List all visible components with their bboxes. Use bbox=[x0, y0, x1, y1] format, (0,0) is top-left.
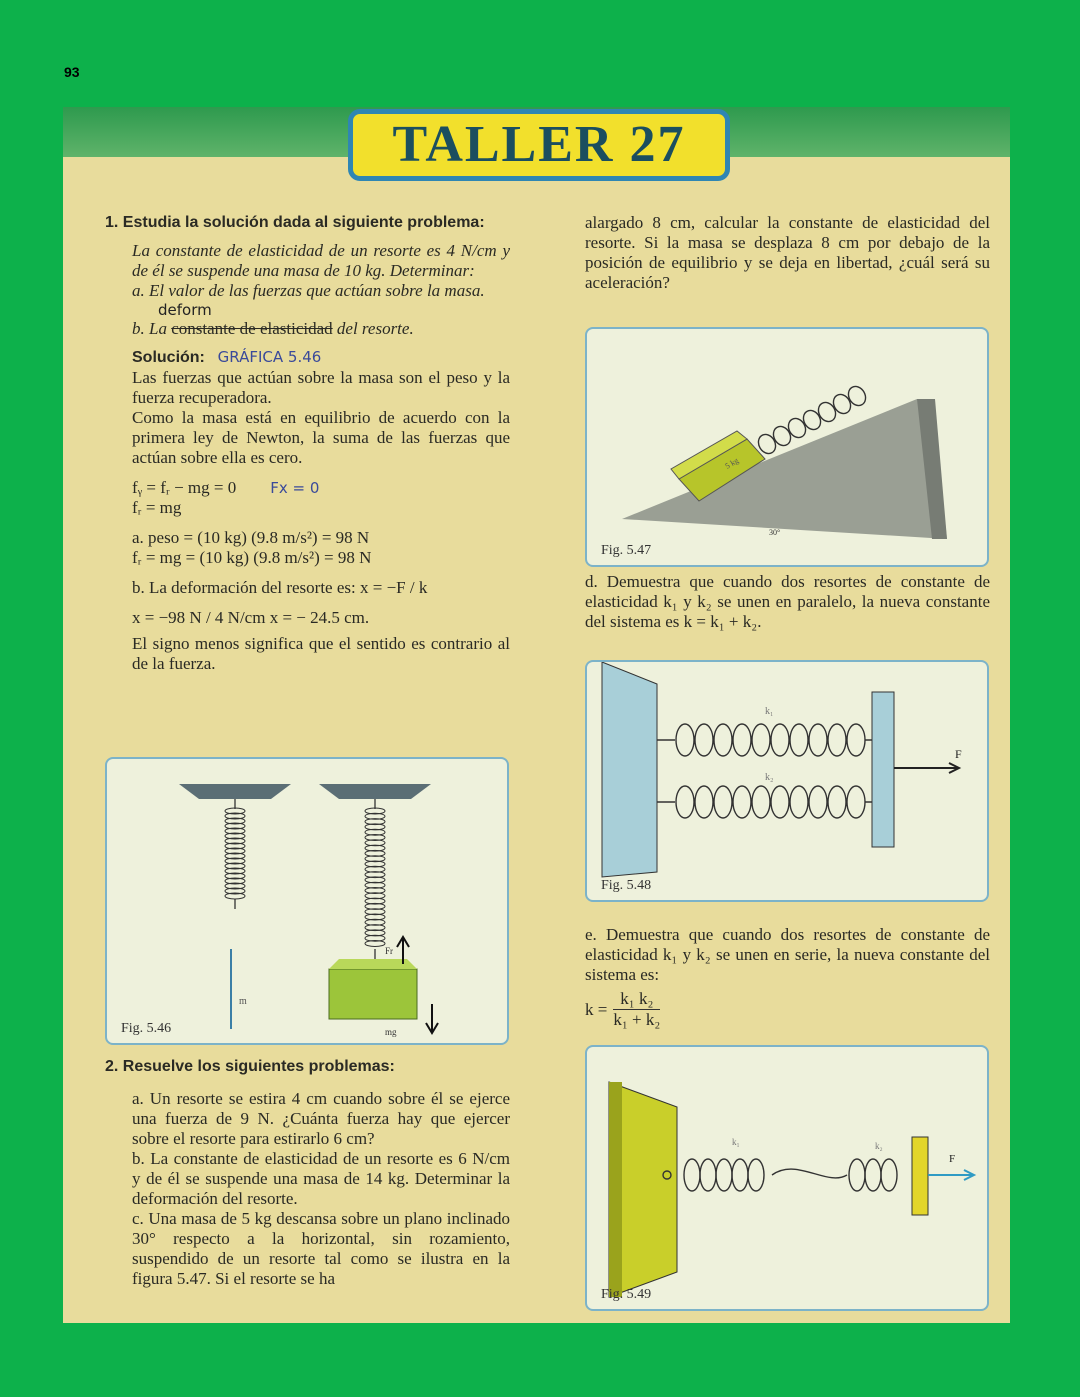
spring-coil bbox=[828, 786, 846, 818]
spring-coil bbox=[676, 724, 694, 756]
figure-5-47 bbox=[585, 327, 989, 567]
spring-coil bbox=[790, 724, 808, 756]
figure-5-48 bbox=[585, 660, 989, 902]
incline-spring-illustration bbox=[587, 329, 987, 565]
hanging-springs-illustration bbox=[107, 759, 507, 1043]
spring-coil bbox=[847, 724, 865, 756]
k2-label: k₂ bbox=[875, 1141, 883, 1151]
spring-coil bbox=[815, 399, 839, 424]
problem-text: La constante de elasticidad de un resorte es 4 N/cm y de él se suspende una masa de 10 kg. Determinar: bbox=[132, 241, 510, 280]
angle-label: 30° bbox=[769, 528, 781, 537]
item-a: a. El valor de las fuerzas que actúan sobre la masa. bbox=[132, 281, 485, 300]
spring-coil bbox=[695, 786, 713, 818]
spring-coil bbox=[770, 423, 794, 448]
section1-heading: 1. Estudia la solución dada al siguiente problema: bbox=[105, 214, 485, 231]
problem-c-continued: alargado 8 cm, calcular la constante de elasticidad del resorte. Si la masa se desplaza 8 cm por debajo de la posición de equilibrio y se deja en libertad, ¿cuál será su aceleración? bbox=[585, 213, 990, 292]
figure-caption: Fig. 5.48 bbox=[601, 878, 652, 893]
figure-caption: Fig. 5.46 bbox=[121, 1021, 172, 1036]
force-label: F bbox=[955, 747, 962, 761]
spring-coil bbox=[771, 786, 789, 818]
section2-left bbox=[105, 1057, 510, 1289]
force-label: Fr bbox=[385, 946, 394, 956]
spring-coil bbox=[700, 1159, 716, 1191]
solution-para: El signo menos significa que el sentido es contrario al de la fuerza. bbox=[132, 634, 510, 673]
solution-para: Las fuerzas que actúan sobre la masa son el peso y la fuerza recuperadora. bbox=[132, 368, 510, 407]
series-springs-illustration bbox=[587, 1047, 987, 1309]
figure-caption: Fig. 5.49 bbox=[601, 1287, 652, 1302]
equation: x = −98 N / 4 N/cm x = − 24.5 cm. bbox=[132, 608, 370, 627]
equation: fᵣ = mg = (10 kg) (9.8 m/s²) = 98 N bbox=[132, 548, 372, 567]
spring-coil bbox=[733, 786, 751, 818]
problem-c: c. Una masa de 5 kg descansa sobre un plano inclinado 30° respecto a la horizontal, sin rozamiento, suspendido de un resorte tal como se ilustra en la figura 5.47. Si el resorte se ha bbox=[132, 1209, 510, 1288]
spring-coil bbox=[771, 724, 789, 756]
spring-coil bbox=[849, 1159, 865, 1191]
spring-coil bbox=[790, 786, 808, 818]
equation: fᵣ = mg bbox=[132, 498, 182, 517]
figure-5-46 bbox=[105, 757, 509, 1045]
spring-coil bbox=[752, 786, 770, 818]
left-column bbox=[105, 213, 510, 674]
spring-coil bbox=[845, 383, 869, 408]
solution-para: Como la masa está en equilibrio de acuerdo con la primera ley de Newton, la suma de las fuerzas que actúan sobre ella es cero. bbox=[132, 408, 510, 467]
k1-label: k₁ bbox=[765, 706, 774, 717]
problem-a: a. Un resorte se estira 4 cm cuando sobre él se ejerce una fuerza de 9 N. ¿Cuánta fuerza hay que ejercer sobre el resorte para estirarlo 6 cm? bbox=[132, 1089, 510, 1148]
figure-5-49 bbox=[585, 1045, 989, 1311]
spring-coil bbox=[881, 1159, 897, 1191]
textbook-page bbox=[63, 107, 1010, 1323]
spring-link bbox=[772, 1169, 847, 1178]
handwritten-note: GRÁFICA 5.46 bbox=[217, 348, 322, 366]
problem-b: b. La constante de elasticidad de un resorte es 6 N/cm y de él se suspende una masa de 14 kg. Determinar la deformación del resorte. bbox=[132, 1149, 510, 1208]
formula-lhs: k = bbox=[585, 999, 608, 1019]
weight-label: mg bbox=[385, 1027, 397, 1037]
spring-coil bbox=[830, 391, 854, 416]
problem-e: e. Demuestra que cuando dos resortes de constante de elasticidad k₁ y k₂ se unen en serie, la nueva constante del sistema es: bbox=[585, 925, 990, 984]
spring-coil bbox=[733, 724, 751, 756]
spring-coil bbox=[714, 786, 732, 818]
solution-label: Solución: bbox=[132, 349, 205, 366]
right-column bbox=[585, 213, 990, 293]
k1-label: k₁ bbox=[732, 1137, 740, 1147]
spring-coil bbox=[828, 724, 846, 756]
series-formula bbox=[585, 989, 990, 1030]
problem-e-block bbox=[585, 925, 990, 1030]
spring-coil bbox=[748, 1159, 764, 1191]
spring-coil bbox=[716, 1159, 732, 1191]
equation: a. peso = (10 kg) (9.8 m/s²) = 98 N bbox=[132, 528, 370, 547]
spring-coil bbox=[752, 724, 770, 756]
page-title: TALLER 27 bbox=[348, 109, 730, 181]
spring-coil bbox=[676, 786, 694, 818]
problem-d-block bbox=[585, 572, 990, 632]
spring-coil bbox=[865, 1159, 881, 1191]
mass-label: 5 kg bbox=[723, 455, 741, 471]
figure-caption: Fig. 5.47 bbox=[601, 543, 652, 558]
spring-coil bbox=[714, 724, 732, 756]
k2-label: k₂ bbox=[765, 772, 774, 783]
section2-heading: 2. Resuelve los siguientes problemas: bbox=[105, 1058, 395, 1075]
spring-coil bbox=[785, 415, 809, 440]
formula-numerator: k₁ k₂ bbox=[613, 989, 660, 1010]
spring-coil bbox=[809, 786, 827, 818]
force-label: F bbox=[949, 1153, 956, 1165]
handwritten-note: deform bbox=[158, 301, 212, 319]
spring-coil bbox=[695, 724, 713, 756]
formula-denominator: k₁ + k₂ bbox=[613, 1010, 661, 1029]
equation: b. La deformación del resorte es: x = −F / k bbox=[132, 578, 428, 597]
item-b: b. La constante de elasticidad del resorte. bbox=[132, 319, 414, 338]
spring-coil bbox=[800, 407, 824, 432]
spring-coil bbox=[847, 786, 865, 818]
spring-coil bbox=[684, 1159, 700, 1191]
mass-label: m bbox=[239, 996, 247, 1007]
spring-coil bbox=[809, 724, 827, 756]
problem-d: d. Demuestra que cuando dos resortes de constante de elasticidad k₁ y k₂ se unen en paralelo, la nueva constante del sistema es k = k₁ + k₂. bbox=[585, 572, 990, 631]
equation: fᵧ = fᵣ − mg = 0 bbox=[132, 478, 237, 497]
page-number: 93 bbox=[64, 64, 80, 80]
spring-coil bbox=[732, 1159, 748, 1191]
parallel-springs-illustration bbox=[587, 662, 987, 900]
handwritten-note: Fx = 0 bbox=[270, 479, 320, 497]
